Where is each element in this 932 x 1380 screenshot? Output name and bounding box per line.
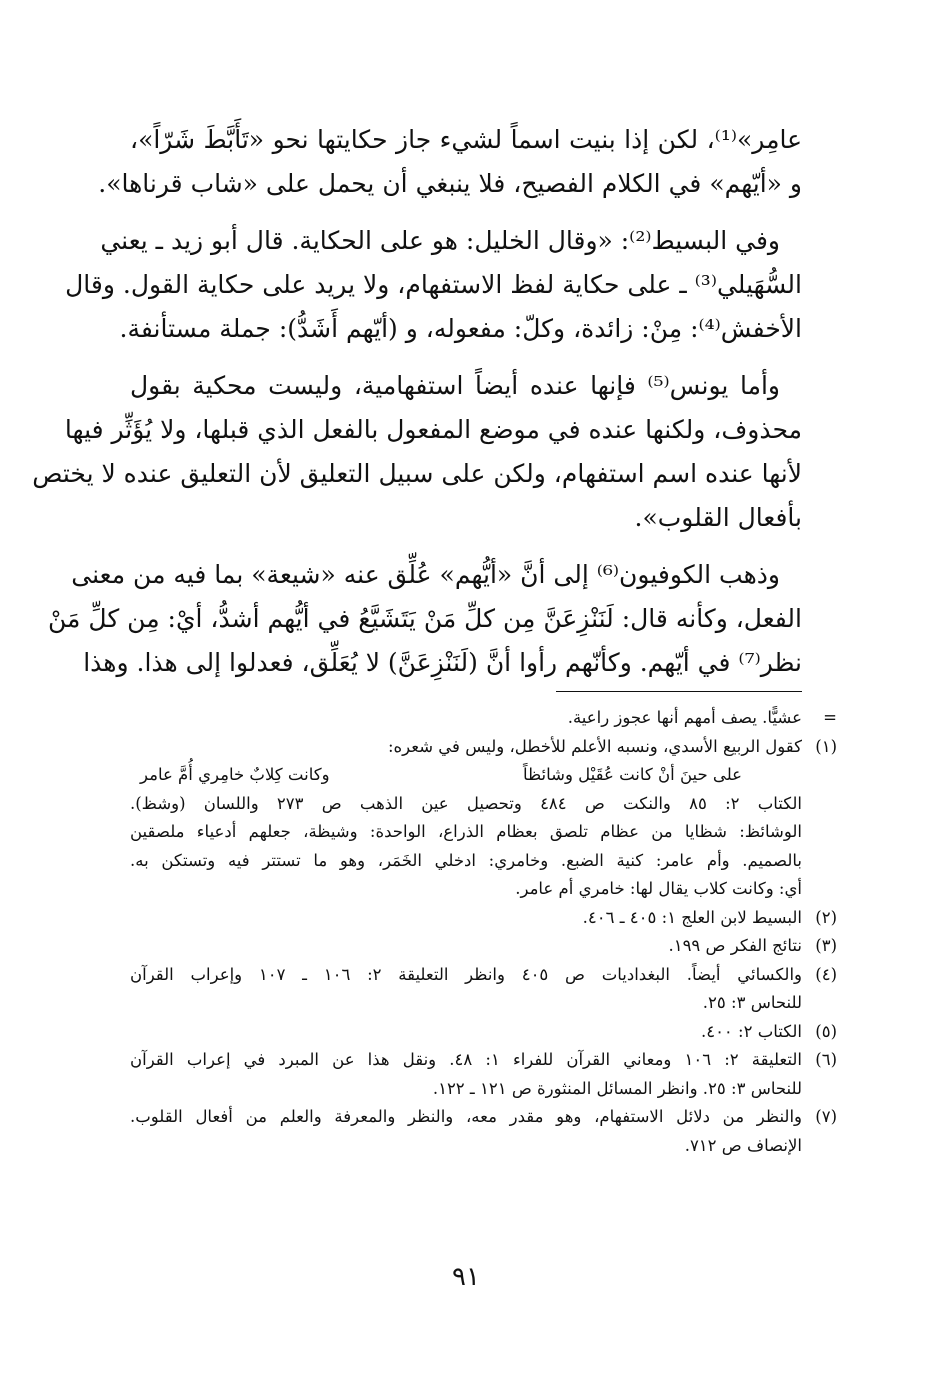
footnote-line: للنحاس ٣: ٢٥.	[702, 993, 802, 1012]
footnote-line: الوشائظ: شظايا من عظام تلصق بعظام الذراع، الواحدة: وشيظة، جعلهم أدعياء ملصقين	[130, 822, 802, 841]
text-line: وأما يونس⁽⁵⁾ فإنها عنده أيضاً استفهامية، وليست محكية بقول	[130, 371, 780, 400]
footnote-mark: (١)	[815, 736, 837, 756]
footnote-line: والكسائي أيضاً. البغداديات ص ٤٠٥ وانظر التعليقة ٢: ١٠٦ ـ ١٠٧ وإعراب القرآن	[130, 964, 803, 984]
paragraph	[98, 118, 802, 206]
page-number: ٩١	[452, 1262, 480, 1292]
footnote-mark: (٦)	[815, 1050, 837, 1069]
poetry-verse	[130, 761, 802, 790]
text-line: وفي البسيط⁽²⁾: «وقال الخليل: هو على الحكاية. قال أبو زيد ـ يعني	[100, 226, 780, 255]
footnote-6	[130, 1046, 837, 1103]
text-line: السُّهَيلي⁽³⁾ ـ على حكاية لفظ الاستفهام، ولا يريد على حكاية القول. وقال	[65, 270, 802, 299]
footnote-line: عشيًّا. يصف أمهم أنها عجوز راعية.	[567, 708, 802, 727]
text-line: وذهب الكوفيون⁽⁶⁾ إلى أنَّ «أيُّهم» عُلِّق عنه «شيعة» بما فيه من معنى	[71, 560, 780, 589]
footnote-line: أي: وكانت كلاب يقال لها: خامري أم عامر.	[515, 879, 802, 898]
footnote-mark: (٤)	[815, 964, 837, 984]
main-text	[32, 118, 802, 698]
footnote-4	[130, 961, 837, 1018]
verse-first-hemistich: على حينَ أنْ كانت عُقَيْل وشائظاً	[522, 765, 742, 784]
verse-second-hemistich: وكانت كِلابٌ خامِري أُمَّ عامر	[140, 765, 330, 784]
footnote-separator	[556, 691, 802, 692]
footnote-mark: (٢)	[815, 907, 837, 927]
footnote-line: بالصميم. وأم عامر: كنية الضبع. وخامري: ادخلي الخَمَر، وهو ما تستتر فيه وتستكن به.	[130, 850, 802, 870]
footnote-line: كقول الربيع الأسدي، ونسبه الأعلم للأخطل، وليس في شعره:	[387, 736, 802, 756]
footnote-continued	[130, 704, 837, 733]
paragraph	[48, 553, 802, 685]
paragraph	[65, 219, 802, 351]
footnote-7	[130, 1103, 837, 1160]
footnote-line: الإنصاف ص ٧١٢.	[684, 1135, 802, 1155]
footnote-mark: (٧)	[815, 1107, 837, 1126]
paragraph	[32, 364, 802, 540]
footnote-line: للنحاس ٣: ٢٥. وانظر المسائل المنثورة ص ١٢١ ـ ١٢٢.	[432, 1078, 802, 1098]
footnote-line: التعليقة ٢: ١٠٦ ومعاني القرآن للفراء ١: ٤٨. ونقل هذا عن المبرد في إعراب القرآن	[130, 1050, 802, 1069]
footnote-line: والنظر من دلائل الاستفهام، وهو مقدر معه، والنظر والمعرفة والعلم من أفعال القلوب.	[130, 1107, 802, 1126]
footnote-line: الكتاب ٢: ٤٠٠.	[700, 1021, 802, 1041]
text-line: محذوف، ولكنها عنده في موضع المفعول بالفعل الذي قبلها، ولا يُؤَثِّر فيها	[64, 415, 802, 444]
text-line: بأفعال القلوب».	[634, 503, 802, 532]
footnote-3	[130, 932, 837, 961]
text-line: عامِر»⁽¹⁾، لكن إذا بنيت اسماً لشيء جاز حكايتها نحو «تَأَبَّطَ شَرّاً»،	[130, 125, 802, 154]
footnote-mark: (٣)	[815, 936, 837, 955]
footnotes	[130, 704, 837, 1160]
footnote-mark: (٥)	[815, 1021, 837, 1041]
text-line: نظر⁽⁷⁾ في أيّهم. وكأنّهم رأوا أنَّ (لَنَنْزِعَنَّ) لا يُعَلِّق، فعدلوا إلى هذا. وهذا	[83, 648, 802, 677]
text-line: و «أيّهم» في الكلام الفصيح، فلا ينبغي أن يحمل على «شاب قرناها».	[98, 169, 802, 198]
text-line: لأنها عنده اسم استفهام، ولكن على سبيل التعليق لأن التعليق عنده لا يختص	[32, 459, 802, 488]
footnote-5	[130, 1018, 837, 1047]
footnote-2	[130, 904, 837, 933]
footnote-line: نتائج الفكر ص ١٩٩.	[668, 936, 802, 955]
footnote-line: البسيط لابن العلج ١: ٤٠٥ ـ ٤٠٦.	[582, 907, 802, 927]
footnote-line: الكتاب ٢: ٨٥ والنكت ص ٤٨٤ وتحصيل عين الذهب ص ٢٧٣ واللسان (وشظ).	[130, 793, 802, 813]
footnote-mark: =	[823, 708, 837, 727]
text-line: الأخفش⁽⁴⁾: مِنْ: زائدة، وكلّ: مفعوله، و (أيّهم أَشَدُّ): جملة مستأنفة.	[119, 314, 802, 343]
text-line: الفعل، وكأنه قال: لَنَنْزِعَنَّ مِن كلِّ مَنْ يَتَشَيَّعُ في أيُّهم أشدُّ، أيْ: مِن كلِّ مَنْ	[48, 604, 802, 633]
footnote-1	[130, 733, 837, 904]
